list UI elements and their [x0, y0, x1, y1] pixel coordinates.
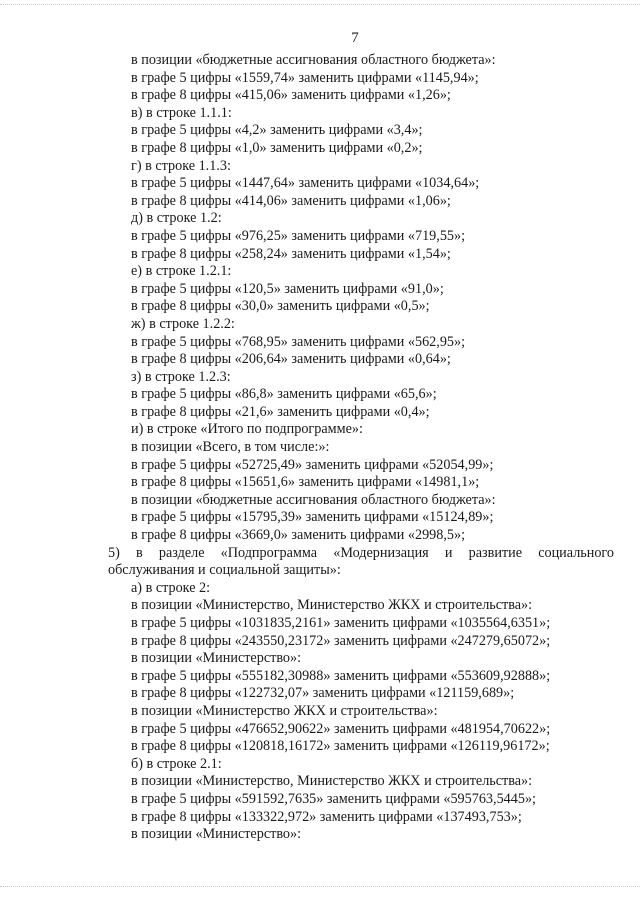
text-line: д) в строке 1.2: [131, 210, 222, 227]
text-line: б) в строке 2.1: [131, 755, 222, 772]
text-line: в графе 8 цифры «206,64» заменить цифрами «0,64»; [131, 351, 451, 368]
text-line: е) в строке 1.2.1: [131, 263, 232, 280]
text-line: в графе 5 цифры «4,2» заменить цифрами «3,4»; [131, 122, 423, 139]
text-line: ж) в строке 1.2.2: [131, 315, 235, 332]
text-line: в позиции «Министерство, Министерство ЖКХ и строительства»: [131, 773, 533, 790]
text-line: в графе 5 цифры «52725,49» заменить цифрами «52054,99»; [131, 456, 494, 473]
text-line: в графе 8 цифры «122732,07» заменить цифрами «121159,689»; [131, 685, 515, 702]
document-body [108, 52, 614, 844]
text-line: в позиции «Министерство ЖКХ и строительства»: [131, 702, 438, 719]
text-line: в графе 5 цифры «15795,39» заменить цифрами «15124,89»; [131, 509, 494, 526]
text-line: в графе 8 цифры «258,24» заменить цифрами «1,54»; [131, 245, 451, 262]
text-line: в графе 8 цифры «243550,23172» заменить цифрами «247279,65072»; [131, 632, 551, 649]
page-number: 7 [351, 30, 359, 46]
text-line: в позиции «Министерство, Министерство ЖКХ и строительства»: [131, 597, 533, 614]
text-line: в графе 5 цифры «86,8» заменить цифрами «65,6»; [131, 386, 437, 403]
text-line: в позиции «бюджетные ассигнования областного бюджета»: [131, 491, 496, 508]
text-line: в графе 8 цифры «15651,6» заменить цифрами «14981,1»; [131, 474, 480, 491]
text-line: в позиции «Министерство»: [131, 826, 302, 843]
text-line: в графе 5 цифры «591592,7635» заменить цифрами «595763,5445»; [131, 790, 536, 807]
text-line: в графе 5 цифры «976,25» заменить цифрами «719,55»; [131, 227, 466, 244]
text-line: в графе 8 цифры «1,0» заменить цифрами «0,2»; [131, 139, 423, 156]
text-line: в графе 8 цифры «133322,972» заменить цифрами «137493,753»; [131, 808, 522, 825]
scan-edge-bottom [0, 886, 640, 888]
text-line: в графе 8 цифры «414,06» заменить цифрами «1,06»; [131, 192, 451, 209]
text-line: в графе 5 цифры «120,5» заменить цифрами «91,0»; [131, 280, 444, 297]
text-line: в графе 8 цифры «21,6» заменить цифрами «0,4»; [131, 403, 430, 420]
text-line: в графе 8 цифры «30,0» заменить цифрами «0,5»; [131, 298, 430, 315]
text-line: и) в строке «Итого по подпрограмме»: [131, 421, 363, 438]
text-line: в графе 5 цифры «1559,74» заменить цифрами «1145,94»; [131, 69, 479, 86]
scan-edge-top [0, 4, 640, 6]
text-line: в) в строке 1.1.1: [131, 104, 232, 121]
text-line: в графе 5 цифры «768,95» заменить цифрами «562,95»; [131, 333, 466, 350]
text-line: в графе 5 цифры «1447,64» заменить цифрами «1034,64»; [131, 175, 480, 192]
text-line: в позиции «бюджетные ассигнования областного бюджета»: [131, 52, 496, 68]
text-line: в позиции «Министерство»: [131, 650, 302, 667]
text-line: в графе 5 цифры «476652,90622» заменить цифрами «481954,70622»; [131, 720, 551, 737]
text-line: 5) в разделе «Подпрограмма «Модернизация и развитие социального [108, 544, 614, 561]
text-line: в графе 8 цифры «3669,0» заменить цифрами «2998,5»; [131, 527, 466, 544]
text-line: обслуживания и социальной защиты»: [108, 562, 341, 579]
text-line: а) в строке 2: [131, 579, 211, 596]
text-line: в графе 8 цифры «120818,16172» заменить цифрами «126119,96172»; [131, 738, 550, 755]
text-line: г) в строке 1.1.3: [131, 157, 231, 174]
text-line: в графе 5 цифры «1031835,2161» заменить цифрами «1035564,6351»; [131, 615, 551, 631]
text-line: з) в строке 1.2.3: [131, 368, 231, 385]
text-line: в графе 5 цифры «555182,30988» заменить цифрами «553609,92888»; [131, 667, 551, 684]
text-line: в позиции «Всего, в том числе:»: [131, 439, 330, 456]
text-line: в графе 8 цифры «415,06» заменить цифрами «1,26»; [131, 87, 451, 104]
